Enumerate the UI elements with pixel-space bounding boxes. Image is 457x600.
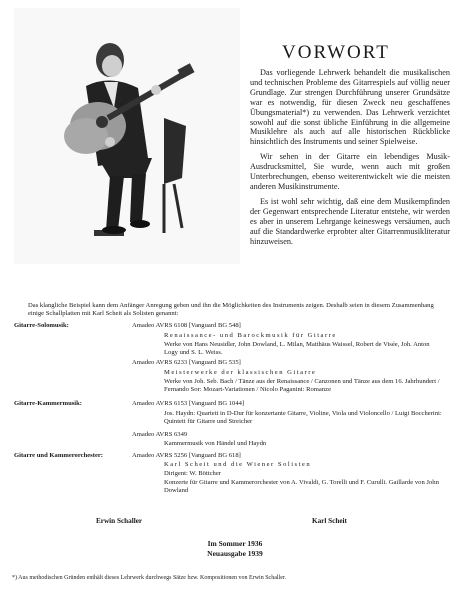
edition-line: Neuausgabe 1939: [207, 549, 263, 558]
preface-text: [250, 68, 450, 251]
record-label: Amadeo AVRS 6233 [Vanguard BG 535]: [132, 359, 241, 366]
preface-paragraph: Das vorliegende Lehrwerk behandelt die musikalischen und technischen Probleme des Gitarrespiels auf völlig neuer Grundlage. Zur strengen Durchführung unserer Grundsätze war es notwendig, für diesen Zweck neu geschaffenes Übungsmaterial*) zu verwenden. Das Lehrwerk verzichtet sowohl auf die sonst übliche Einführung in die allgemeine Musiklehre als auch auf alle historischen Rückblicke hinsichtlich des Instruments und seiner Spielweise.: [250, 68, 450, 147]
record-detail: Jos. Haydn: Quartett in D-Dur für konzertante Gitarre, Violine, Viola und Violoncello / Luigi Boccherini: Quintett für Gitarre und Streicher: [164, 410, 442, 425]
record-title: Meisterwerke der klassischen Gitarre: [164, 369, 317, 376]
section-category: Gitarre-Kammermusik:: [14, 400, 82, 407]
record-label: Amadeo AVRS 6153 [Vanguard BG 1044]: [132, 400, 245, 407]
guitarist-photo: [14, 8, 240, 264]
footnote: *) Aus methodischen Gründen enthält dieses Lehrwerk durchwegs Sätze bzw. Kompositionen von Erwin Schaller.: [12, 575, 287, 581]
record-label: Amadeo AVRS 5256 [Vanguard BG 618]: [132, 452, 241, 459]
recording-section-solo: [14, 322, 444, 362]
record-detail: Kammermusik von Händel und Haydn: [164, 440, 267, 447]
record-detail: Werke von Joh. Seb. Bach / Tänze aus der Renaissance / Canzonen und Tänze aus dem 16. Jahrhundert / Fernando Sor: Mozart-Variationen / Nicolo Paganini: Romanze: [164, 378, 440, 393]
record-label: Amadeo AVRS 6108 [Vanguard BG 548]: [132, 322, 241, 329]
record-label: Amadeo AVRS 6349: [132, 431, 188, 438]
recording-section-chamber: [14, 400, 444, 430]
date-line: Im Sommer 1936: [207, 539, 263, 548]
record-conductor: Dirigent: W. Böttcher: [164, 470, 221, 477]
recording-section-orchestra: [14, 452, 444, 502]
section-category: Gitarre und Kammerorchester:: [14, 452, 103, 459]
record-title: Renaissance- und Barockmusik für Gitarre: [164, 332, 337, 339]
page-title: VORWORT: [282, 42, 390, 63]
recording-section-chamber-2: [14, 431, 444, 451]
record-title: Karl Scheit und die Wiener Solisten: [164, 461, 312, 468]
record-detail: Werke von Hans Neusidler, John Dowland, L. Milan, Matthäus Waissel, Robert de Visée, Joh. Anton Logy und S. L. Weiss.: [164, 341, 430, 356]
record-detail: Konzerte für Gitarre und Kammerorchester von A. Vivaldi, G. Torelli und F. Curulli. Gaillarde von John Dowland: [164, 479, 439, 494]
recording-section-solo-2: [14, 359, 444, 399]
preface-paragraph: Es ist wohl sehr wichtig, daß eine dem Musikempfinden der Gegenwart entsprechende Literatur entstehe, wir werden es aber in unserem Lehrgange keineswegs versäumen, auch auf die Standardwerke erprobter alter Gitarrenmusikliteratur hinzuweisen.: [250, 196, 450, 246]
recordings-intro: Das klangliche Beispiel kann dem Anfänger Anregung geben und ihn die Möglichkeiten des Instruments zeigen. Deshalb seien in diesem Zusammenhang einige Schallplatten mit Karl Scheit als Solisten genannt:: [28, 302, 434, 317]
signature-schaller: Erwin Schaller: [96, 517, 143, 525]
signature-scheit: Karl Scheit: [312, 517, 347, 525]
preface-paragraph: Wir sehen in der Gitarre ein lebendiges Musik-Ausdrucksmittel, Sie wurde, wenn auch mit großen Unterbrechungen, ebenso weiterentwickelt wie die meisten anderen Musikinstrumente.: [250, 152, 450, 191]
section-category: Gitarre-Solomusik:: [14, 322, 69, 329]
